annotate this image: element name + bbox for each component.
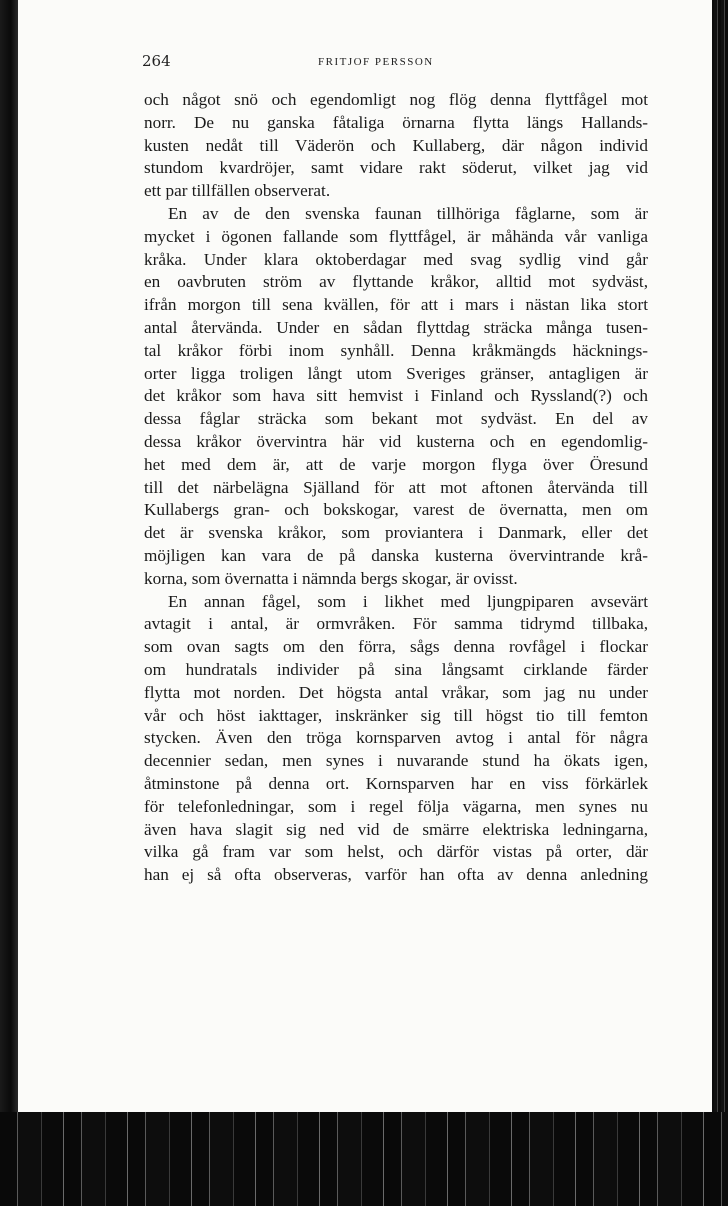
text-line: han ej så ofta observeras, varför han ofta av denna anledning — [144, 865, 648, 885]
body-text — [144, 89, 648, 887]
text-line: till det närbelägna Själland för att mot aftonen återvända till — [144, 477, 648, 497]
text-line: norr. De nu ganska fåtaliga örnarna flytta längs Hallands- — [144, 112, 648, 132]
text-line: möjligen kan vara de på danska kusterna övervintrande krå- — [144, 545, 648, 565]
text-line: dessa fåglar sträcka som bekant mot sydväst. En del av — [144, 409, 648, 429]
text-line: korna, som övernatta i nämnda bergs skogar, är ovisst. — [144, 568, 518, 588]
paragraph — [144, 591, 648, 887]
text-line: orter ligga troligen långt utom Sveriges gränser, antagligen är — [144, 363, 648, 383]
text-line: En annan fågel, som i likhet med ljungpiparen avsevärt — [168, 591, 648, 611]
text-line: flytta mot norden. Det högsta antal vråkar, som jag nu under — [144, 682, 648, 702]
text-line: dessa kråkor övervintra här vid kusterna och en egendomlig- — [144, 431, 648, 451]
text-line: som ovan sagts om den förra, sågs denna rovfågel i flockar — [144, 637, 648, 657]
scan-bottom-band — [0, 1112, 728, 1206]
text-line: antal återvända. Under en sådan flyttdag sträcka många tusen- — [144, 317, 648, 337]
text-line: det är svenska kråkor, som proviantera i Danmark, eller det — [144, 523, 648, 543]
book-page — [18, 0, 712, 1112]
text-line: stundom kvardröjer, samt vidare rakt söderut, vilket jag vid — [144, 158, 648, 178]
text-line: vilka gå fram var som helst, och därför vistas på orter, där — [144, 842, 648, 862]
text-line: kråka. Under klara oktoberdagar med svag sydlig vind går — [144, 249, 648, 269]
running-head: FRITJOF PERSSON — [318, 56, 434, 68]
text-line: het med dem är, att de varje morgon flyga över Öresund — [144, 454, 648, 474]
page-number: 264 — [142, 52, 171, 70]
text-line: åtminstone på denna ort. Kornsparven har en viss förkärlek — [144, 773, 648, 793]
paragraph — [144, 203, 648, 591]
paragraph — [144, 89, 648, 203]
text-line: En av de den svenska faunan tillhöriga fåglarne, som är — [168, 203, 648, 223]
text-line: och något snö och egendomligt nog flög denna flyttfågel mot — [144, 90, 648, 109]
text-line: det kråkor som hava sitt hemvist i Finland och Ryssland(?) och — [144, 386, 648, 406]
text-line: Kullabergs gran- och bokskogar, varest de övernatta, men om — [144, 500, 648, 520]
text-line: ett par tillfällen observerat. — [144, 181, 331, 201]
text-line: ifrån morgon till sena kvällen, för att i mars i nästan lika stort — [144, 295, 648, 315]
text-line: vår och höst iakttager, inskränker sig till högst tio till femton — [144, 705, 648, 725]
text-line: en oavbruten ström av flyttande kråkor, alltid mot sydväst, — [144, 272, 648, 292]
scan-edge-right — [714, 0, 728, 1206]
text-line: mycket i ögonen fallande som flyttfågel, är måhända vår vanliga — [144, 226, 648, 246]
text-line: om hundratals individer på sina långsamt cirklande färder — [144, 659, 648, 679]
text-line: för telefonledningar, som i regel följa vägarna, men synes nu — [144, 796, 648, 816]
text-line: stycken. Även den tröga kornsparven avtog i antal för några — [144, 728, 648, 748]
text-line: tal kråkor förbi inom synhåll. Denna kråkmängds häcknings- — [144, 340, 648, 360]
scan-edge-left — [0, 0, 18, 1206]
text-line: kusten nedåt till Väderön och Kullaberg, där någon individ — [144, 135, 648, 155]
text-line: decennier sedan, men synes i nuvarande stund ha ökats igen, — [144, 751, 648, 771]
text-line: även hava slagit sig ned vid de smärre elektriska ledningarna, — [144, 819, 648, 839]
text-line: avtagit i antal, är ormvråken. För samma tidrymd tillbaka, — [144, 614, 648, 634]
page-header — [18, 52, 712, 76]
